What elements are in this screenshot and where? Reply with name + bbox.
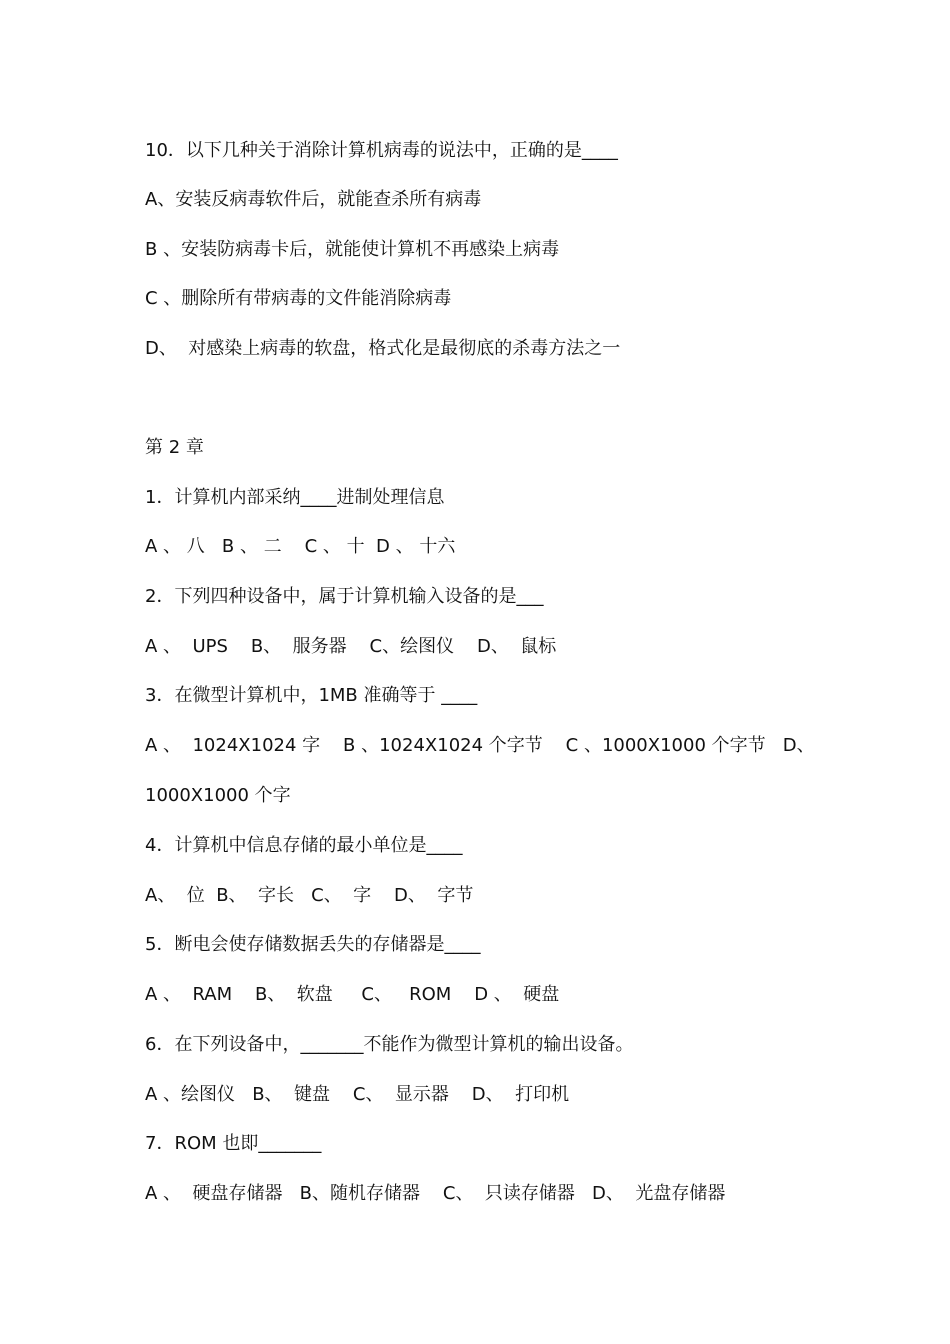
q10-question: 10．以下几种关于消除计算机病毒的说法中，正确的是____ bbox=[145, 140, 618, 161]
q6-question: 6．在下列设备中，_______不能作为微型计算机的输出设备。 bbox=[145, 1034, 634, 1055]
q4-question: 4．计算机中信息存储的最小单位是____ bbox=[145, 835, 463, 856]
q7-question: 7．ROM 也即_______ bbox=[145, 1133, 322, 1154]
q7-options: A 、 硬盘存储器 B、随机存储器 C、 只读存储器 D、 光盘存储器 bbox=[145, 1183, 726, 1204]
q6-options: A 、绘图仪 B、 键盘 C、 显示器 D、 打印机 bbox=[145, 1084, 570, 1105]
q10-option-b: B 、安装防病毒卡后，就能使计算机不再感染上病毒 bbox=[145, 239, 560, 260]
q2-options: A 、 UPS B、 服务器 C、绘图仪 D、 鼠标 bbox=[145, 636, 557, 657]
q10-option-a: A、安装反病毒软件后，就能查杀所有病毒 bbox=[145, 189, 482, 210]
q4-options: A、 位 B、 字长 C、 字 D、 字节 bbox=[145, 885, 474, 906]
q2-question: 2．下列四种设备中，属于计算机输入设备的是___ bbox=[145, 586, 544, 607]
q3-question: 3．在微型计算机中，1MB 准确等于 ____ bbox=[145, 685, 478, 706]
q10-option-c: C 、删除所有带病毒的文件能消除病毒 bbox=[145, 288, 452, 309]
q10-option-d: D、 对感染上病毒的软盘，格式化是最彻底的杀毒方法之一 bbox=[145, 338, 621, 359]
q3-options: A 、 1024X1024 字 B 、1024X1024 个字节 C 、1000X1000 个字节 D、 bbox=[145, 735, 815, 756]
q1-question: 1．计算机内部采纳____进制处理信息 bbox=[145, 487, 445, 508]
q1-options: A 、 八 B 、 二 C 、 十 D 、 十六 bbox=[145, 536, 456, 557]
chapter-heading: 第 2 章 bbox=[145, 437, 204, 458]
q5-question: 5．断电会使存储数据丢失的存储器是____ bbox=[145, 934, 481, 955]
q3-options-continued: 1000X1000 个字 bbox=[145, 785, 291, 806]
q5-options: A 、 RAM B、 软盘 C、 ROM D 、 硬盘 bbox=[145, 984, 560, 1005]
